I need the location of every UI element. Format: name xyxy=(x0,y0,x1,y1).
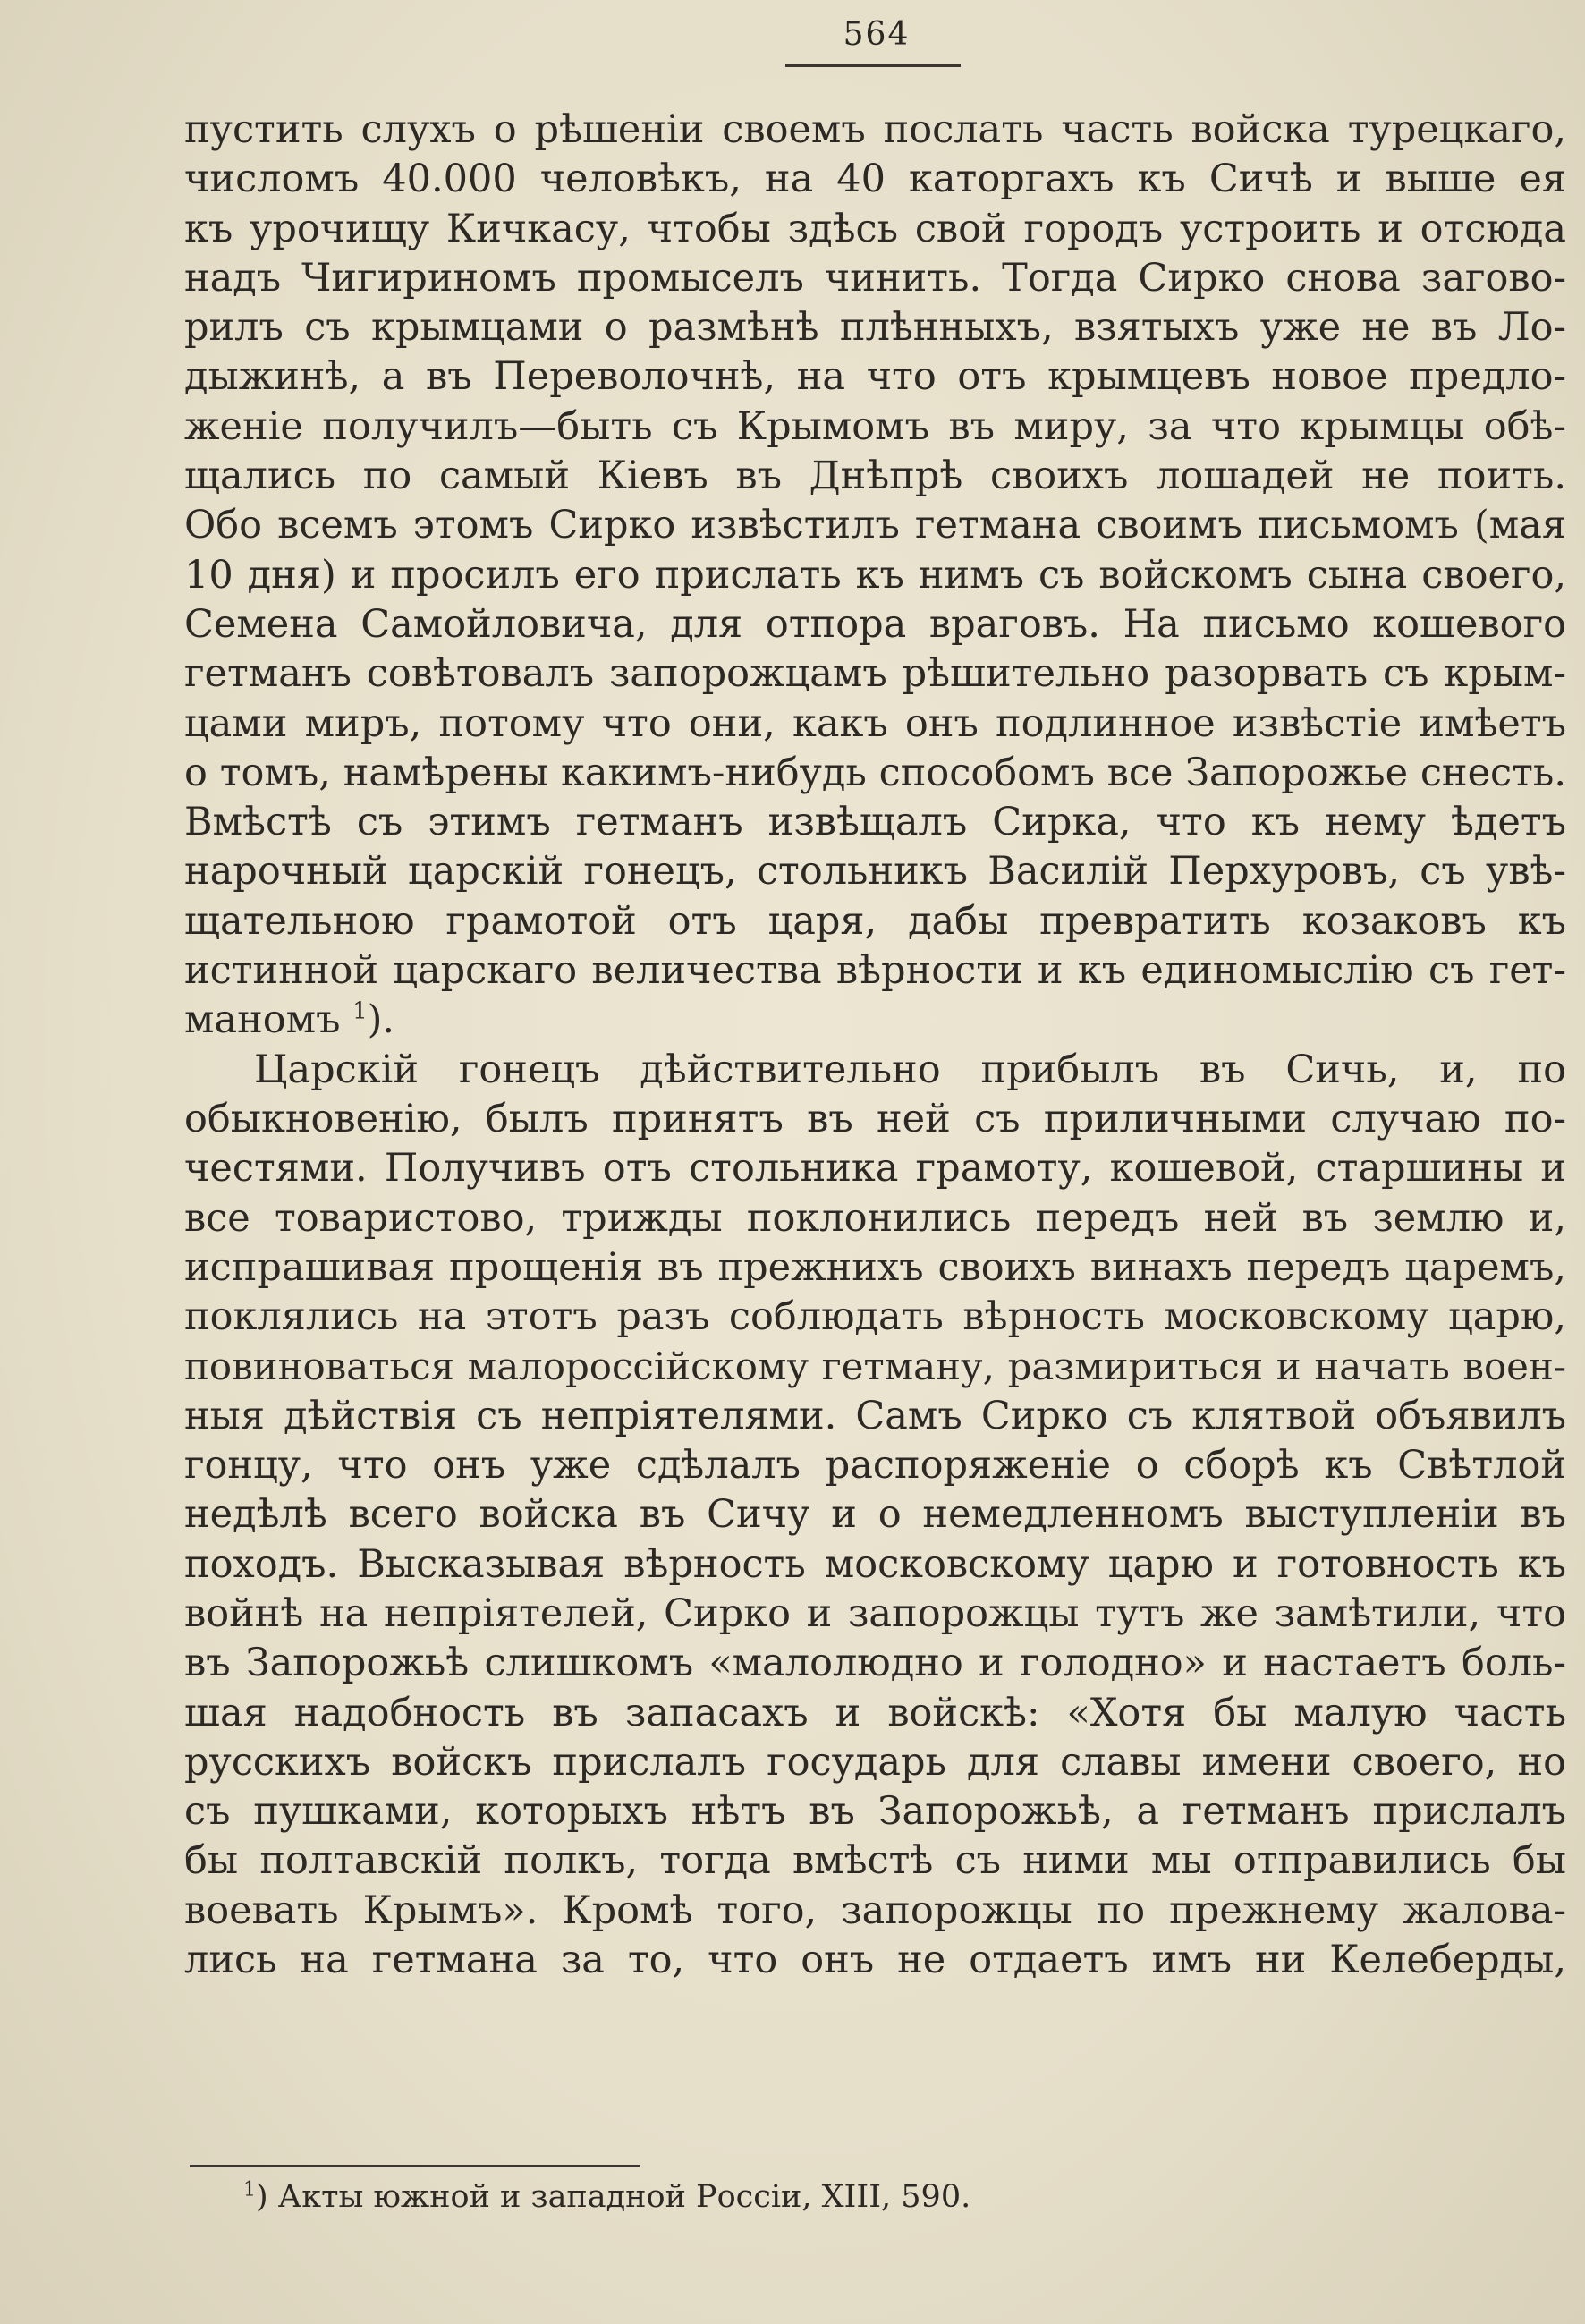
text-line: честями. Получивъ отъ стольника грамоту, кошевой, старшины и xyxy=(184,1146,1566,1192)
footnote-text: ) Акты южной и западной Россіи, XIII, 590. xyxy=(256,2179,971,2215)
last-line-tail: ). xyxy=(367,997,395,1043)
text-line: недѣлѣ всего войска въ Сичу и о немедленномъ выступленіи въ xyxy=(184,1492,1566,1538)
text-line: дыжинѣ, а въ Переволочнѣ, на что отъ крымцевъ новое предло- xyxy=(184,354,1566,400)
text-line: походъ. Высказывая вѣрность московскому царю и готовность къ xyxy=(184,1541,1566,1587)
text-line: Семена Самойловича, для отпора враговъ. На письмо кошевого xyxy=(184,601,1566,647)
text-line: нарочный царскій гонецъ, стольникъ Василій Перхуровъ, съ увѣ- xyxy=(184,849,1566,895)
text-line: щались по самый Кіевъ въ Днѣпрѣ своихъ лошадей не поить. xyxy=(184,454,1566,499)
text-line: гонцу, что онъ уже сдѣлалъ распоряженіе о сборѣ къ Свѣтлой xyxy=(184,1443,1566,1489)
text-line: щательною грамотой отъ царя, дабы превратить козаковъ къ xyxy=(184,898,1566,944)
text-line: пустить слухъ о рѣшеніи своемъ послать часть войска турецкаго, xyxy=(184,107,1566,152)
text-line: надъ Чигириномъ промыселъ чинить. Тогда Сирко снова загово- xyxy=(184,255,1566,301)
text-line: все товаристово, трижды поклонились передъ ней въ землю и, xyxy=(184,1195,1566,1241)
text-line: 10 дня) и просилъ его прислать къ нимъ съ войскомъ сына своего, xyxy=(184,552,1566,598)
text-line: женіе получилъ—быть съ Крымомъ въ миру, за что крымцы обѣ- xyxy=(184,403,1566,449)
text-line-indent: Царскій гонецъ дѣйствительно прибылъ въ Сичь, и, по xyxy=(254,1047,1566,1092)
text-line: цами миръ, потому что они, какъ онъ подлинное извѣстіе имѣетъ xyxy=(184,700,1566,746)
text-line: испрашивая прощенія въ прежнихъ своихъ винахъ передъ царемъ, xyxy=(184,1244,1566,1290)
text-line: повиноваться малороссійскому гетману, размириться и начать воен- xyxy=(184,1344,1566,1389)
header-rule xyxy=(785,64,961,67)
footnote-rule xyxy=(190,2165,640,2167)
last-line-text: маномъ xyxy=(184,997,341,1043)
text-line: русскихъ войскъ прислалъ государь для славы имени своего, но xyxy=(184,1739,1566,1785)
text-line: воевать Крымъ». Кромѣ того, запорожцы по прежнему жалова- xyxy=(184,1887,1566,1933)
text-line: къ урочищу Кичкасу, чтобы здѣсь свой городъ устроить и отсюда xyxy=(184,206,1566,251)
text-line: бы полтавскій полкъ, тогда вмѣстѣ съ ними мы отправились бы xyxy=(184,1838,1566,1884)
footnote-reference[interactable]: 1 xyxy=(352,998,368,1026)
text-line: обыкновенію, былъ принятъ въ ней съ приличными случаю по- xyxy=(184,1096,1566,1141)
text-line: гетманъ совѣтовалъ запорожцамъ рѣшительно разорвать съ крым- xyxy=(184,651,1566,697)
text-line: шая надобность въ запасахъ и войскѣ: «Хотя бы малую часть xyxy=(184,1690,1566,1735)
body-text xyxy=(184,106,1566,1985)
text-line: рилъ съ крымцами о размѣнѣ плѣнныхъ, взятыхъ уже не въ Ло- xyxy=(184,305,1566,351)
text-line: о томъ, намѣрены какимъ-нибудь способомъ все Запорожье снесть. xyxy=(184,750,1566,795)
text-line-last xyxy=(184,996,1566,1045)
footnote xyxy=(243,2177,970,2217)
text-line: Вмѣстѣ съ этимъ гетманъ извѣщалъ Сирка, что къ нему ѣдетъ xyxy=(184,800,1566,845)
text-line: войнѣ на непріятелей, Сирко и запорожцы тутъ же замѣтили, что xyxy=(184,1590,1566,1636)
text-line: ныя дѣйствія съ непріятелями. Самъ Сирко съ клятвой объявилъ xyxy=(184,1393,1566,1438)
text-line: съ пушками, которыхъ нѣтъ въ Запорожьѣ, а гетманъ прислалъ xyxy=(184,1789,1566,1835)
text-line: числомъ 40.000 человѣкъ, на 40 каторгахъ къ Сичѣ и выше ея xyxy=(184,157,1566,202)
text-line: истинной царскаго величества вѣрности и къ единомыслію съ гет- xyxy=(184,948,1566,994)
text-line: Обо всемъ этомъ Сирко извѣстилъ гетмана своимъ письмомъ (мая xyxy=(184,503,1566,548)
text-line: поклялись на этотъ разъ соблюдать вѣрность московскому царю, xyxy=(184,1294,1566,1340)
page-number: 564 xyxy=(843,16,911,53)
text-line: лись на гетмана за то, что онъ не отдаетъ имъ ни Келеберды, xyxy=(184,1937,1566,1982)
footnote-mark: 1 xyxy=(243,2178,256,2201)
text-line: въ Запорожьѣ слишкомъ «малолюдно и голодно» и настаетъ боль- xyxy=(184,1641,1566,1686)
